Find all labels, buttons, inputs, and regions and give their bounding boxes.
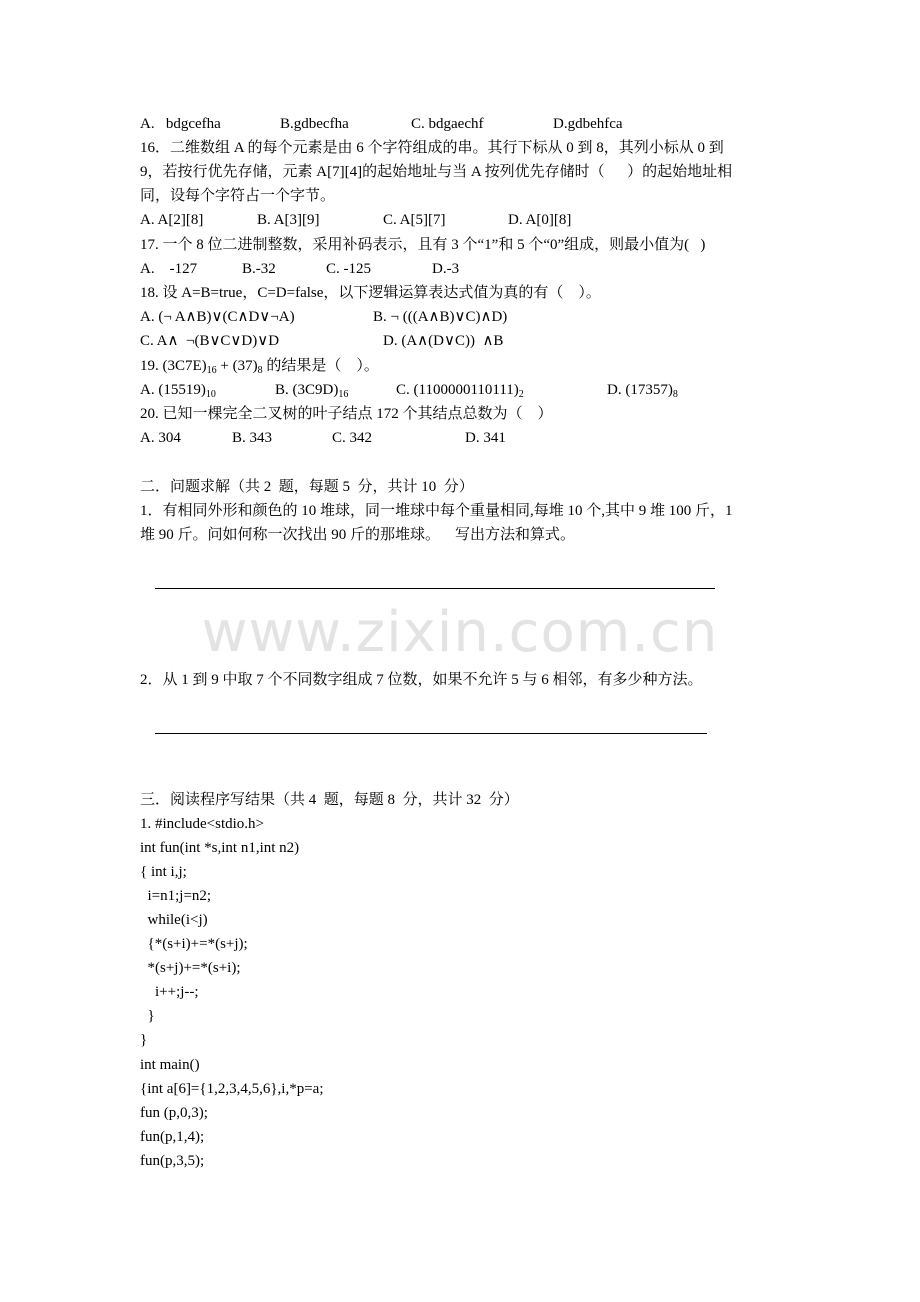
q17-option-b: B.-32: [242, 261, 276, 277]
code-line: fun(p,1,4);: [140, 1129, 205, 1145]
code-line: i++;j--;: [140, 984, 199, 1000]
code-line: i=n1;j=n2;: [140, 888, 212, 904]
section2-heading: 二．问题求解（共 2 题，每题 5 分，共计 10 分）: [140, 479, 474, 495]
q18-option-a: A. (¬ A∧B)∨(C∧D∨¬A): [140, 309, 295, 325]
code-line: int fun(int *s,int n1,int n2): [140, 840, 300, 856]
q17-option-c: C. -125: [326, 261, 371, 277]
q15-option-d: D.gdbehfca: [553, 116, 623, 132]
q15-option-a: A. bdgcefha: [140, 116, 221, 132]
answer-line-1: [155, 588, 715, 589]
watermark: www.zixin.com.cn: [201, 600, 719, 665]
problem1-text-line1: 1．有相同外形和颜色的 10 堆球，同一堆球中每个重量相同,每堆 10 个,其中 9 堆 100 斤，1: [140, 503, 733, 519]
q16-text-line3: 同，设每个字符占一个字节。: [140, 188, 336, 204]
q16-option-c: C. A[5][7]: [383, 212, 446, 228]
q20-text: 20. 已知一棵完全二叉树的叶子结点 172 个其结点总数为（ ）: [140, 406, 553, 422]
q18-text: 18. 设 A=B=true，C=D=false，以下逻辑运算表达式值为真的有（ ）。: [140, 285, 601, 301]
code-line: while(i<j): [140, 912, 208, 928]
q17-option-d: D.-3: [432, 261, 460, 277]
q19-option-d: D. $(17357)_8$: [607, 382, 678, 400]
q16-text-line1: 16．二维数组 A 的每个元素是由 6 个字符组成的串。其行下标从 0 到 8，其列小标从 0 到: [140, 140, 724, 156]
q16-text-line2: 9，若按行优先存储，元素 A[7][4]的起始地址与当 A 按列优先存储时（ ）的起始地址相: [140, 164, 733, 180]
q19-text: 19. $(3C7E)_{16} + (37)_8$ 的结果是（ ）。: [140, 358, 379, 376]
q16-option-b: B. A[3][9]: [257, 212, 320, 228]
q20-option-b: B. 343: [232, 430, 273, 446]
code-line: int main(): [140, 1057, 200, 1073]
code-line: { int i,j;: [140, 864, 187, 880]
q20-option-c: C. 342: [332, 430, 373, 446]
q20-option-a: A. 304: [140, 430, 181, 446]
code-line: *(s+j)+=*(s+i);: [140, 960, 241, 976]
code-line: fun (p,0,3);: [140, 1105, 208, 1121]
code-line: {*(s+i)+=*(s+j);: [140, 936, 248, 952]
q15-option-c: C. bdgaechf: [411, 116, 484, 132]
q15-option-b: B.gdbecfha: [280, 116, 349, 132]
q19-option-b: B. $(3C9D)_{16}$: [275, 382, 349, 400]
section3-heading: 三．阅读程序写结果（共 4 题，每题 8 分，共计 32 分）: [140, 792, 519, 808]
code-line: }: [140, 1008, 155, 1024]
q19-option-c: C. $(1100000110111)_2$: [396, 382, 524, 400]
problem2-text: 2．从 1 到 9 中取 7 个不同数字组成 7 位数，如果不允许 5 与 6 相邻，有多少种方法。: [140, 672, 703, 688]
q17-option-a: A. -127: [140, 261, 198, 277]
q18-option-c: C. A∧ ¬(B∨C∨D)∨D: [140, 333, 280, 349]
code-line: }: [140, 1032, 148, 1048]
q16-option-d: D. A[0][8]: [508, 212, 572, 228]
q17-text: 17. 一个 8 位二进制整数，采用补码表示，且有 3 个“1”和 5 个“0”组成，则最小值为( ): [140, 237, 706, 253]
code-line: {int a[6]={1,2,3,4,5,6},i,*p=a;: [140, 1081, 324, 1097]
q19-option-a: A. $(15519)_{10}$: [140, 382, 216, 400]
answer-line-2: [155, 733, 707, 734]
q18-option-d: D. (A∧(D∨C)) ∧B: [383, 333, 504, 349]
code-line: fun(p,3,5);: [140, 1153, 205, 1169]
q18-option-b: B. ¬ (((A∧B)∨C)∧D): [373, 309, 508, 325]
q20-option-d: D. 341: [465, 430, 506, 446]
code-line: 1. #include<stdio.h>: [140, 816, 264, 832]
q16-option-a: A. A[2][8]: [140, 212, 204, 228]
problem1-text-line2: 堆 90 斤。问如何称一次找出 90 斤的那堆球。 写出方法和算式。: [140, 527, 576, 543]
